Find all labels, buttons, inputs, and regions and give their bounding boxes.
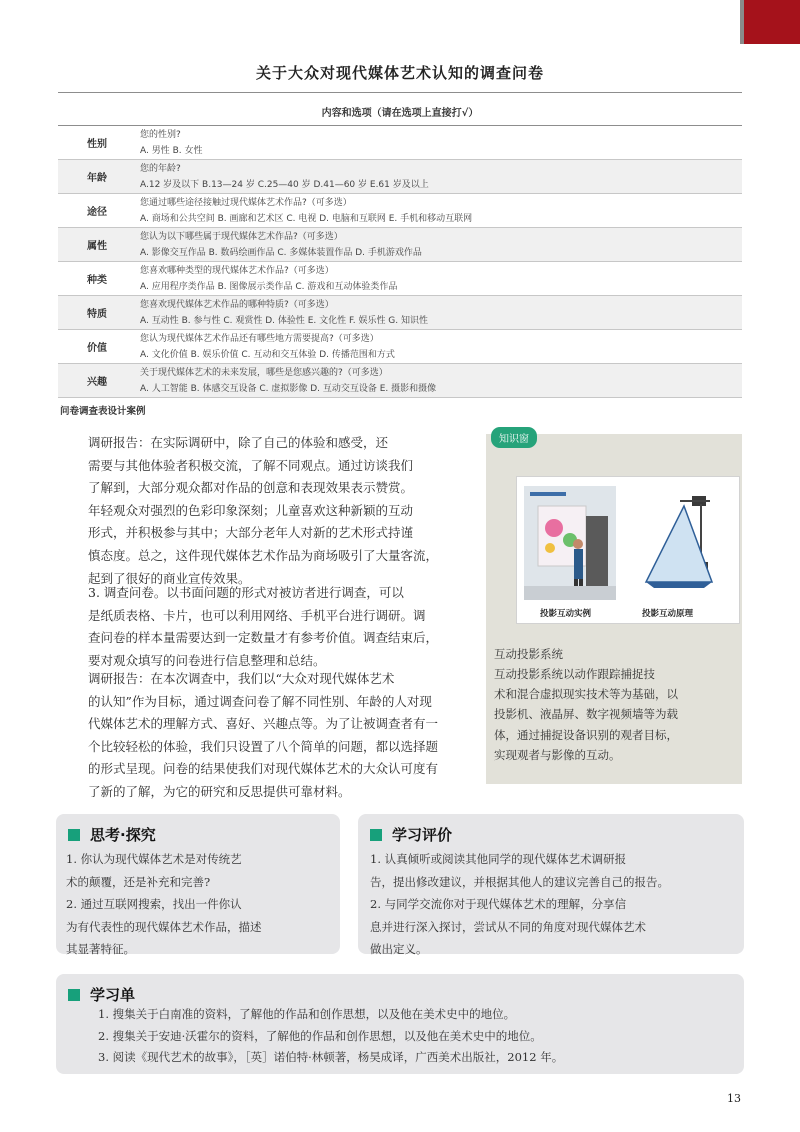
study-list-header bbox=[68, 984, 135, 1005]
row-options: A. 影像交互作品 B. 数码绘画作品 C. 多媒体装置作品 D. 手机游戏作品 bbox=[140, 248, 422, 258]
table-caption: 问卷调查表设计案例 bbox=[60, 406, 146, 417]
think-explore-body bbox=[66, 848, 334, 961]
row-options: A. 男性 B. 女性 bbox=[140, 146, 203, 156]
knowledge-line: 体，通过捕捉设备识别的观者目标， bbox=[494, 727, 678, 742]
think-line: 其显著特征。 bbox=[66, 942, 135, 956]
article-line: 查问卷的样本量需要达到一定数量才有参考价值。调查结束后， bbox=[88, 630, 439, 646]
row-question: 您的年龄? bbox=[140, 164, 181, 174]
think-line: 2. 通过互联网搜索，找出一件你认 bbox=[66, 897, 242, 911]
study-list-body bbox=[98, 1004, 736, 1069]
table-row bbox=[58, 296, 742, 330]
article-line: 个比较轻松的体验，我们只设置了八个简单的问题，都以选择题 bbox=[88, 738, 439, 754]
study-list-title: 学习单 bbox=[90, 986, 136, 1004]
page-number: 13 bbox=[727, 1092, 741, 1105]
evaluation-line: 1. 认真倾听或阅读其他同学的现代媒体艺术调研报 bbox=[370, 852, 627, 866]
green-square-icon bbox=[68, 829, 80, 841]
evaluation-line: 息并进行深入探讨，尝试从不同的角度对现代媒体艺术 bbox=[370, 919, 646, 934]
projection-principle-diagram bbox=[640, 496, 724, 604]
article-questionnaire bbox=[88, 582, 460, 672]
green-square-icon bbox=[370, 829, 382, 841]
evaluation-line: 2. 与同学交流你对于现代媒体艺术的理解，分享信 bbox=[370, 897, 627, 911]
knowledge-line: 实现观者与影像的互动。 bbox=[494, 747, 621, 762]
article-line: 需要与其他体验者积极交流，了解不同观点。通过访谈我们 bbox=[88, 457, 414, 473]
row-options: A. 文化价值 B. 娱乐价值 C. 互动和交互体验 D. 传播范围和方式 bbox=[140, 350, 395, 360]
knowledge-line: 投影机、液晶屏、数字视频墙等为载 bbox=[494, 707, 678, 722]
green-square-icon bbox=[68, 989, 80, 1001]
study-list-line: 1. 搜集关于白南准的资料，了解他的作品和创作思想，以及他在美术史中的地位。 bbox=[98, 1007, 516, 1021]
row-options: A.12 岁及以下 B.13—24 岁 C.25—40 岁 D.41—60 岁 E.61 岁及以上 bbox=[140, 180, 429, 190]
evaluation-line: 做出定义。 bbox=[370, 942, 428, 956]
survey-title: 关于大众对现代媒体艺术认知的调查问卷 bbox=[255, 64, 544, 82]
projection-photo-illustration bbox=[524, 486, 616, 600]
row-category: 属性 bbox=[87, 241, 107, 252]
row-question: 您认为现代媒体艺术作品还有哪些地方需要提高?（可多选） bbox=[140, 334, 379, 344]
row-options: A. 互动性 B. 参与性 C. 观赏性 D. 体验性 E. 文化性 F. 娱乐性 G. 知识性 bbox=[140, 316, 428, 326]
row-options: A. 人工智能 B. 体感交互设备 C. 虚拟影像 D. 互动交互设备 E. 摄影和摄像 bbox=[140, 384, 437, 394]
row-category: 性别 bbox=[87, 139, 107, 150]
article-line: 3. 调查问卷。以书面问题的形式对被访者进行调查，可以 bbox=[88, 585, 404, 600]
article-line: 是纸质表格、卡片，也可以利用网络、手机平台进行调研。调 bbox=[88, 607, 426, 623]
caption-projection-example: 投影互动实例 bbox=[540, 609, 592, 619]
learning-evaluation-title: 学习评价 bbox=[392, 826, 453, 844]
table-row bbox=[58, 194, 742, 228]
row-question: 您通过哪些途径接触过现代媒体艺术作品?（可多选） bbox=[140, 198, 352, 208]
knowledge-line: 术和混合虚拟现实技术等为基础，以 bbox=[494, 687, 678, 702]
learning-evaluation-body bbox=[370, 848, 736, 961]
think-explore-title: 思考·探究 bbox=[90, 826, 156, 844]
article-line: 调研报告：在本次调查中，我们以“大众对现代媒体艺术 bbox=[88, 671, 395, 686]
think-line: 术的颠覆，还是补充和完善? bbox=[66, 874, 211, 889]
row-question: 您的性别? bbox=[140, 130, 181, 140]
row-question: 关于现代媒体艺术的未来发展，哪些是您感兴趣的?（可多选） bbox=[140, 368, 388, 378]
article-line: 形式，并积极参与其中；大部分老年人对新的艺术形式持谨 bbox=[88, 525, 414, 541]
row-category: 兴趣 bbox=[87, 377, 107, 388]
article-report-1 bbox=[88, 432, 460, 590]
table-row bbox=[58, 126, 742, 160]
learning-evaluation-header bbox=[370, 824, 452, 845]
row-options: A. 商场和公共空间 B. 画廊和艺术区 C. 电视 D. 电脑和互联网 E. 手机和移动互联网 bbox=[140, 214, 473, 224]
think-line: 1. 你认为现代媒体艺术是对传统艺 bbox=[66, 852, 242, 866]
survey-table bbox=[58, 126, 742, 398]
article-line: 起到了很好的商业宣传效果。 bbox=[88, 570, 251, 586]
article-line: 调研报告：在实际调研中，除了自己的体验和感受，还 bbox=[88, 435, 389, 450]
table-row bbox=[58, 262, 742, 296]
knowledge-body bbox=[494, 664, 734, 765]
row-category: 种类 bbox=[87, 275, 107, 286]
table-row bbox=[58, 160, 742, 194]
knowledge-badge: 知识窗 bbox=[491, 427, 537, 448]
row-category: 途径 bbox=[87, 207, 107, 218]
think-explore-header bbox=[68, 824, 156, 845]
page-corner-tab bbox=[744, 0, 800, 44]
study-list-line: 3. 阅读《现代艺术的故事》，［英］诺伯特·林顿著，杨昊成译，广西美术出版社，2012 年。 bbox=[98, 1050, 564, 1064]
row-category: 特质 bbox=[87, 309, 107, 320]
table-row bbox=[58, 228, 742, 262]
table-row bbox=[58, 364, 742, 398]
row-options: A. 应用程序类作品 B. 图像展示类作品 C. 游戏和互动体验类作品 bbox=[140, 282, 398, 292]
article-line: 代媒体艺术的理解方式、喜好、兴趣点等。为了让被调查者有一 bbox=[88, 716, 439, 732]
row-question: 您认为以下哪些属于现代媒体艺术作品?（可多选） bbox=[140, 232, 343, 242]
projection-photo bbox=[524, 486, 616, 600]
table-row bbox=[58, 330, 742, 364]
divider bbox=[58, 92, 742, 93]
survey-subheader: 内容和选项（请在选项上直接打√） bbox=[321, 108, 479, 119]
knowledge-line: 互动投影系统以动作跟踪捕捉技 bbox=[494, 667, 655, 681]
evaluation-line: 告，提出修改建议，并根据其他人的建议完善自己的报告。 bbox=[370, 874, 669, 889]
article-line: 了解到，大部分观众都对作品的创意和表现效果表示赞赏。 bbox=[88, 480, 414, 496]
article-line: 的形式呈现。问卷的结果使我们对现代媒体艺术的大众认可度有 bbox=[88, 761, 439, 777]
article-line: 了新的了解，为它的研究和反思提供可靠材料。 bbox=[88, 783, 351, 799]
row-category: 年龄 bbox=[87, 173, 107, 184]
article-line: 慎态度。总之，这件现代媒体艺术作品为商场吸引了大量客流， bbox=[88, 547, 439, 563]
row-question: 您喜欢现代媒体艺术作品的哪种特质?（可多选） bbox=[140, 300, 334, 310]
caption-projection-principle: 投影互动原理 bbox=[642, 609, 694, 619]
study-list-line: 2. 搜集关于安迪·沃霍尔的资料，了解他的作品和创作思想，以及他在美术史中的地位。 bbox=[98, 1028, 542, 1043]
article-line: 年轻观众对强烈的色彩印象深刻；儿童喜欢这种新颖的互动 bbox=[88, 502, 414, 518]
row-category: 价值 bbox=[87, 343, 107, 354]
article-report-2 bbox=[88, 668, 460, 804]
article-line: 要对观众填写的问卷进行信息整理和总结。 bbox=[88, 652, 326, 668]
row-question: 您喜欢哪种类型的现代媒体艺术作品?（可多选） bbox=[140, 266, 334, 276]
think-line: 为有代表性的现代媒体艺术作品，描述 bbox=[66, 919, 262, 934]
article-line: 的认知”作为目标，通过调查问卷了解不同性别、年龄的人对现 bbox=[88, 693, 432, 709]
knowledge-title: 互动投影系统 bbox=[494, 647, 563, 661]
